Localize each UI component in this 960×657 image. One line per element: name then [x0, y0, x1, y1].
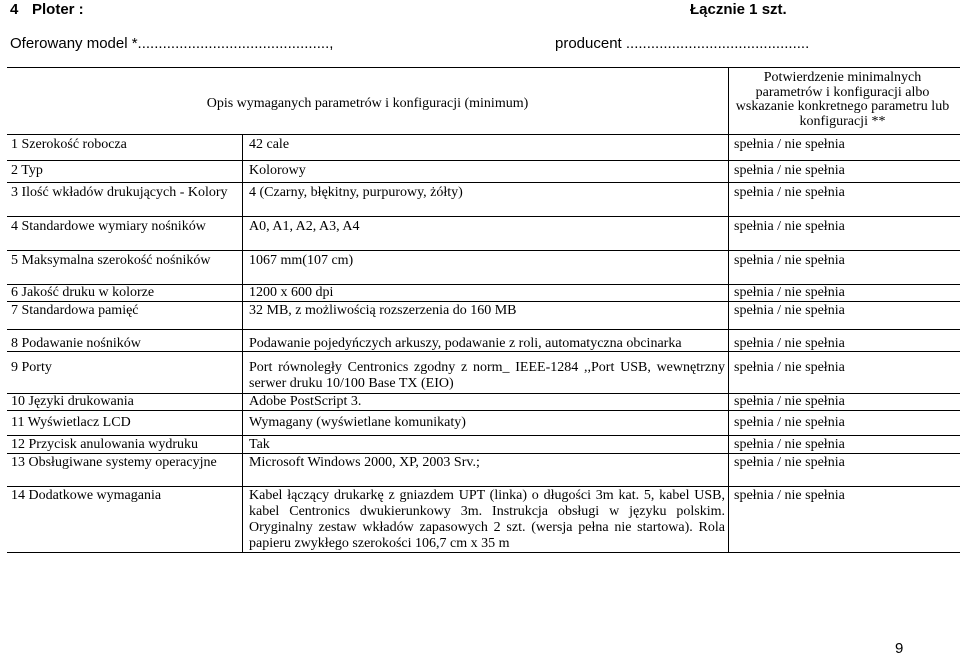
- table-row: [7, 394, 960, 411]
- param-value: A0, A1, A2, A3, A4: [249, 219, 360, 234]
- param-confirmation: spełnia / nie spełnia: [734, 137, 845, 152]
- param-value: 32 MB, z możliwością rozszerzenia do 160 MB: [249, 303, 517, 318]
- param-confirmation: spełnia / nie spełnia: [734, 253, 845, 268]
- param-value: Kolorowy: [249, 163, 306, 178]
- param-value: Tak: [249, 437, 270, 452]
- param-value: Port równoległy Centronics zgodny z norm_ IEEE-1284 ,,Port USB, wewnętrzny serwer druku 10/100 Base TX (EIO): [249, 360, 725, 391]
- producer-field: producent ............................................: [555, 35, 810, 52]
- param-name: 7 Standardowa pamięć: [11, 303, 139, 318]
- param-name: 12 Przycisk anulowania wydruku: [11, 437, 199, 452]
- param-confirmation: spełnia / nie spełnia: [734, 437, 845, 452]
- param-confirmation: spełnia / nie spełnia: [734, 185, 845, 200]
- table-row: [7, 217, 960, 251]
- total-quantity: Łącznie 1 szt.: [690, 1, 787, 18]
- param-name: 10 Języki drukowania: [11, 394, 134, 409]
- param-confirmation: spełnia / nie spełnia: [734, 336, 845, 351]
- param-name: 8 Podawanie nośników: [11, 336, 141, 351]
- section-number: 4: [10, 1, 19, 18]
- section-title: Ploter :: [32, 1, 84, 18]
- offered-model-field: Oferowany model *..............................................,: [10, 35, 334, 52]
- table-row: [7, 352, 960, 394]
- column-header-confirmation: Potwierdzenie minimalnych parametrów i konfiguracji albo wskazanie konkretnego parametru lub konfiguracji **: [735, 70, 950, 129]
- param-confirmation: spełnia / nie spełnia: [734, 163, 845, 178]
- table-header-row: [7, 68, 960, 135]
- param-value: Microsoft Windows 2000, XP, 2003 Srv.;: [249, 455, 480, 470]
- table-row: [7, 454, 960, 487]
- param-confirmation: spełnia / nie spełnia: [734, 285, 845, 300]
- param-name: 4 Standardowe wymiary nośników: [11, 219, 206, 234]
- param-name: 5 Maksymalna szerokość nośników: [11, 253, 211, 268]
- param-value: 1067 mm(107 cm): [249, 253, 354, 268]
- param-confirmation: spełnia / nie spełnia: [734, 394, 845, 409]
- param-confirmation: spełnia / nie spełnia: [734, 415, 845, 430]
- table-row: [7, 436, 960, 454]
- table-row: [7, 183, 960, 217]
- param-confirmation: spełnia / nie spełnia: [734, 360, 845, 375]
- param-name: 13 Obsługiwane systemy operacyjne: [11, 455, 217, 470]
- param-value: 1200 x 600 dpi: [249, 285, 334, 300]
- param-value: 4 (Czarny, błękitny, purpurowy, żółty): [249, 185, 463, 200]
- table-row: [7, 285, 960, 302]
- param-confirmation: spełnia / nie spełnia: [734, 303, 845, 318]
- param-name: 14 Dodatkowe wymagania: [11, 488, 162, 503]
- param-confirmation: spełnia / nie spełnia: [734, 455, 845, 470]
- table-row: [7, 135, 960, 161]
- param-value: 42 cale: [249, 137, 290, 152]
- table-row: [7, 161, 960, 183]
- param-value: Adobe PostScript 3.: [249, 394, 362, 409]
- param-value: Podawanie pojedyńczych arkuszy, podawanie z roli, automatyczna obcinarka: [249, 336, 682, 351]
- table-row: [7, 302, 960, 330]
- param-confirmation: spełnia / nie spełnia: [734, 488, 845, 503]
- table-row: [7, 487, 960, 553]
- param-name: 9 Porty: [11, 360, 52, 375]
- param-name: 1 Szerokość robocza: [11, 137, 127, 152]
- table-row: [7, 330, 960, 352]
- param-name: 11 Wyświetlacz LCD: [11, 415, 131, 430]
- page-number: 9: [895, 640, 904, 657]
- param-name: 3 Ilość wkładów drukujących - Kolory: [11, 185, 228, 200]
- table-row: [7, 251, 960, 285]
- column-header-description: Opis wymaganych parametrów i konfiguracji (minimum): [206, 96, 529, 111]
- param-confirmation: spełnia / nie spełnia: [734, 219, 845, 234]
- table-row: [7, 411, 960, 436]
- param-name: 6 Jakość druku w kolorze: [11, 285, 155, 300]
- param-name: 2 Typ: [11, 163, 43, 178]
- param-value: Kabel łączący drukarkę z gniazdem UPT (linka) o długości 3m kat. 5, kabel USB, kabel Centronics dwukierunkowy 3m. Instrukcja obsługi w języku polskim. Oryginalny zestaw wkładów zapasowych 2 szt. (wersja pełna nie startowa). Rola papieru zwykłego szerokości 106,7 cm x 35 m: [249, 488, 725, 551]
- param-value: Wymagany (wyświetlane komunikaty): [249, 415, 466, 430]
- spec-table: [7, 67, 960, 553]
